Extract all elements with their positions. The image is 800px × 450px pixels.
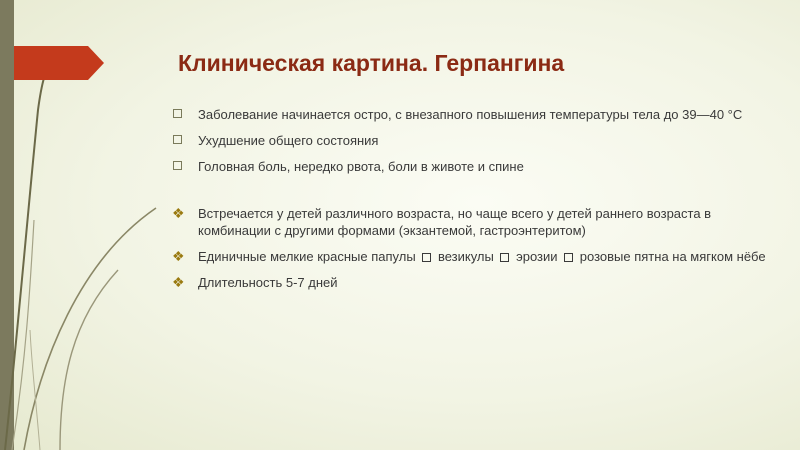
diamond-bullet-icon: ❖: [172, 274, 185, 290]
list-item: [172, 205, 772, 239]
feature-text-part: везикулы: [437, 249, 494, 264]
square-bullet-icon: [173, 161, 182, 170]
symptom-text: Ухудшение общего состояния: [198, 133, 379, 148]
symptom-text: Головная боль, нередко рвота, боли в животе и спине: [198, 159, 524, 174]
feature-text-part: Единичные мелкие красные папулы: [198, 249, 416, 264]
feature-text: Встречается у детей различного возраста, но чаще всего у детей раннего возраста в комбинации с другими формами (экзантемой, гастроэнтеритом): [198, 206, 712, 238]
slide-title: Клиническая картина. Герпангина: [178, 50, 565, 76]
diamond-bullet-icon: ❖: [172, 248, 185, 264]
list-item: [172, 274, 772, 291]
feature-text-part: эрозии: [516, 249, 558, 264]
box-separator-icon: [422, 253, 431, 262]
symptom-text: Заболевание начинается остро, с внезапного повышения температуры тела до 39—40 °C: [198, 107, 743, 122]
list-item: [172, 132, 772, 149]
square-bullet-icon: [173, 135, 182, 144]
square-bullet-icon: [173, 109, 182, 118]
list-item: [172, 158, 772, 175]
diamond-bullet-icon: ❖: [172, 205, 185, 221]
feature-text: Длительность 5-7 дней: [198, 275, 338, 290]
list-item: [172, 106, 772, 123]
box-separator-icon: [564, 253, 573, 262]
feature-text-part: розовые пятна на мягком нёбе: [579, 249, 766, 264]
box-separator-icon: [500, 253, 509, 262]
list-item: [172, 248, 772, 265]
title-arrow-icon: [14, 46, 106, 80]
bullet-list: [172, 106, 772, 291]
